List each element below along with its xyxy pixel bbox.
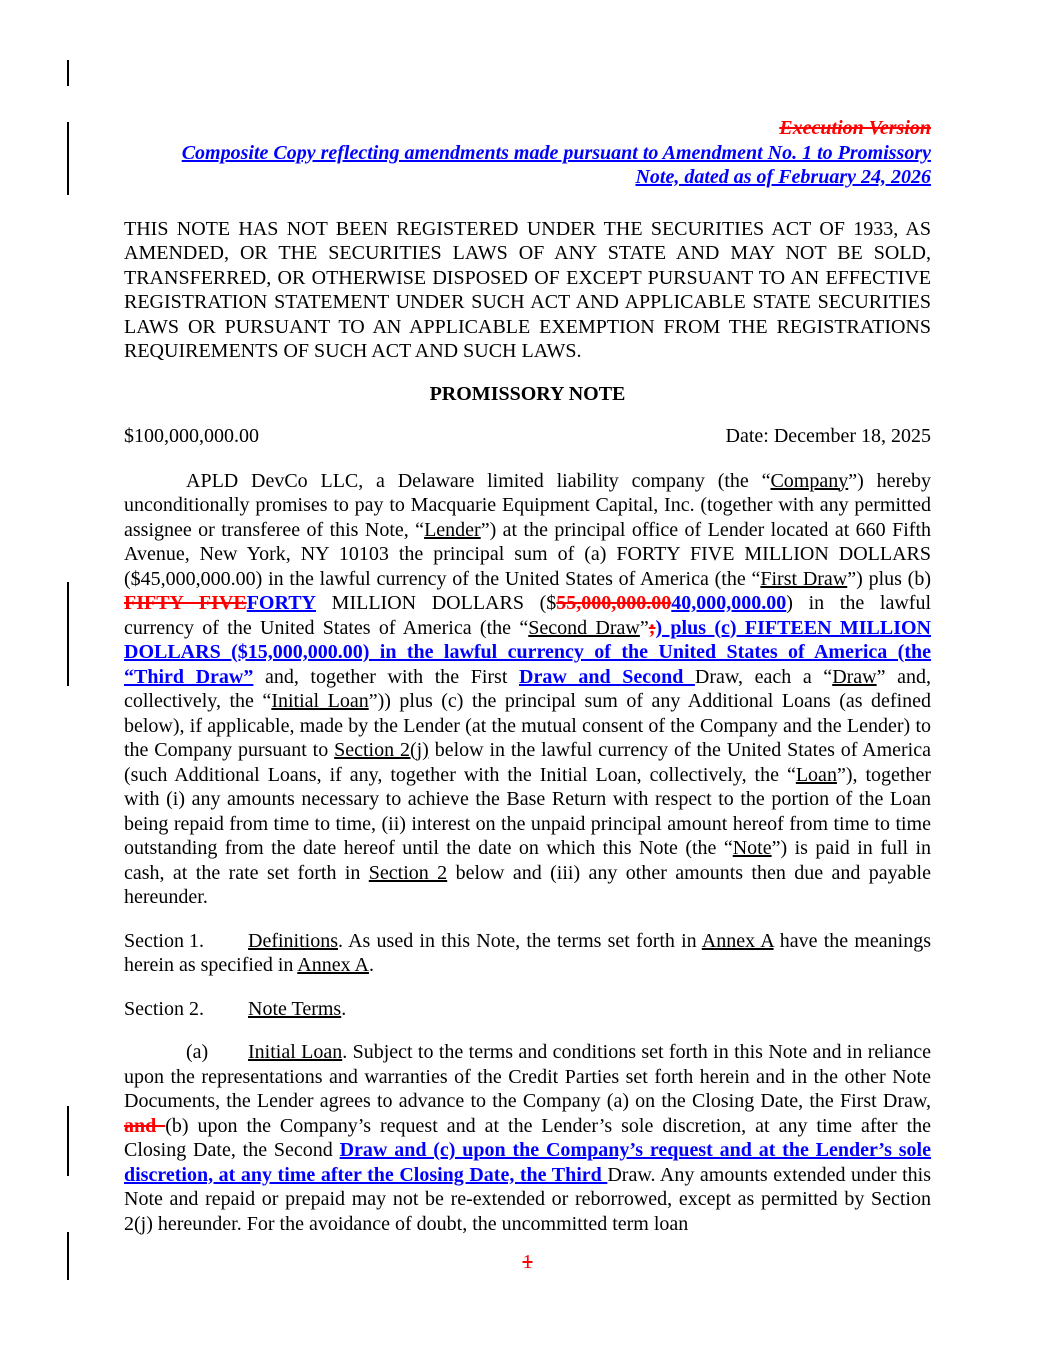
redline-insertion: ) plus (c) FIFTEEN MILLION DOLLARS ($15,000,000.00) in the lawful currency of the United States of America (the “Third Draw” (124, 616, 931, 688)
paragraph-number: Section 2. (124, 997, 204, 1020)
execution-version-label: Execution Version (779, 117, 931, 139)
text-run: . As used in this Note, the terms set forth in (338, 929, 702, 952)
text-run: ” and, collectively, the “ (124, 665, 931, 712)
text-run: MILLION DOLLARS ($ (316, 592, 557, 614)
composite-copy-line-2: Note, dated as of February 24, 2026 (635, 166, 931, 188)
text-run: below and (iii) any other amounts then due and payable hereunder. (124, 861, 931, 908)
change-bar (67, 1106, 69, 1176)
defined-term: Annex A (701, 929, 774, 952)
change-bar (67, 122, 69, 195)
page-number: 1 (522, 1251, 533, 1273)
defined-term: Initial Loan (271, 690, 369, 712)
text-run: Draw, each a “ (694, 665, 833, 688)
text-run: Draw. Any amounts extended under this Note and repaid or prepaid may not be re-extended or reborrowed, except as permitted by Section 2(j) hereunder. For the avoidance of doubt, the uncommitted term loan (124, 1163, 932, 1235)
section-2-heading (124, 997, 931, 1022)
redline-insertion: Draw and (c) upon the Company’s request and at the Lender’s sole discretion, at any time after the Closing Date, the Third (124, 1139, 931, 1186)
redline-deletion: FIFTY FIVE (124, 592, 247, 614)
document-header (124, 116, 931, 190)
defined-term: Lender (424, 518, 481, 541)
amount-date-row (124, 424, 931, 449)
page-footer (0, 1250, 1055, 1275)
principal-amount: $100,000,000.00 (124, 425, 259, 447)
text-run: ”) plus (b) (847, 567, 932, 590)
redline-deletion: ; (648, 616, 656, 639)
defined-term: First Draw (760, 567, 848, 590)
redline-insertion: 40,000,000.00 (671, 592, 787, 614)
text-run: ”), together with (i) any amounts necessary to achieve the Base Return with respect to the portion of the Loan being repaid from time to time, (ii) interest on the unpaid principal amount hereof from time to time outstanding from the date hereof until the date on which this Note (the “ (124, 763, 931, 859)
text-run: . Subject to the terms and conditions set forth in this Note and in reliance upon the representations and warranties of the Credit Parties set forth herein and in the other Note Documents, the Lender agrees to advance to the Company (a) on the Closing Date, the First Draw, (124, 1041, 931, 1112)
defined-term: Section 2 (368, 861, 448, 884)
composite-copy-line-1: Composite Copy reflecting amendments made pursuant to Amendment No. 1 to Promissory (181, 141, 931, 164)
defined-term: Loan (795, 763, 837, 786)
defined-term: Section 2(j) (334, 739, 429, 761)
change-bar (67, 582, 69, 686)
paragraph-number: Section 1. (124, 929, 204, 952)
securities-legend: THIS NOTE HAS NOT BEEN REGISTERED UNDER THE SECURITIES ACT OF 1933, AS AMENDED, OR THE SECURITIES LAWS OF ANY STATE AND MAY NOT BE SOLD, TRANSFERRED, OR OTHERWISE DISPOSED OF EXCEPT PURSUANT TO AN EFFECTIVE REGISTRATION STATEMENT UNDER SUCH ACT AND APPLICABLE STATE SECURITIES LAWS OR PURSUANT TO AN APPLICABLE EXEMPTION FROM THE REGISTRATIONS REQUIREMENTS OF SUCH ACT AND SUCH LAWS. (124, 217, 931, 362)
text-run: APLD DevCo LLC, a Delaware limited liability company (the “ (186, 469, 771, 492)
text-run: ”) is paid in full in cash, at the rate set forth in (124, 837, 932, 884)
redline-insertion: FORTY (246, 592, 316, 614)
text-run: (b) upon the Company’s request and at the Lender’s sole discretion, at any time after the Closing Date, the Second (124, 1114, 931, 1161)
paragraph-number: (a) (186, 1041, 209, 1063)
change-bar (67, 60, 69, 86)
text-run: . (341, 997, 347, 1020)
defined-term: Company (770, 469, 849, 492)
defined-term: Annex A (297, 954, 369, 976)
date-line: Date: December 18, 2025 (725, 425, 931, 447)
redline-insertion: Draw and Second (519, 665, 695, 688)
text-run: below in the lawful currency of the United States of America (such Additional Loans, if any, together with the Initial Loan, collectively, the “ (124, 739, 931, 786)
defined-term: Second Draw (528, 616, 640, 639)
change-bar (67, 1232, 69, 1280)
text-run: ) in the lawful currency of the United States of America (the “ (124, 592, 931, 639)
text-run: ”)) plus (c) the principal sum of any Additional Loans (as defined below), if applicable, made by the Lender (at the mutual consent of the Company and the Lender) to the Company pursuant to (124, 690, 932, 761)
document-content (124, 116, 931, 1255)
defined-term: Note Terms (248, 997, 342, 1020)
section-1-paragraph (124, 929, 931, 978)
text-run: . (368, 954, 374, 976)
initial-loan-paragraph (124, 1040, 931, 1236)
defined-term: Note (732, 837, 772, 859)
defined-term: Definitions (248, 929, 338, 952)
defined-term: Initial Loan (248, 1041, 343, 1063)
text-run: ”) at the principal office of Lender located at 660 Fifth Avenue, New York, NY 10103 the principal sum of (a) FORTY FIVE MILLION DOLLARS ($45,000,000.00) in the lawful currency of the United States of America (the “ (124, 518, 931, 590)
document-title: PROMISSORY NOTE (429, 382, 626, 405)
redline-deletion: 55,000,000.00 (556, 592, 672, 614)
opening-paragraph (124, 469, 931, 910)
defined-term: Draw (832, 665, 877, 688)
text-run: ”) hereby unconditionally promises to pay to Macquarie Equipment Capital, Inc. (together with any permitted assignee or transferee of this Note, “ (124, 469, 931, 541)
text-run: ” (639, 616, 649, 639)
text-run: have the meanings herein as specified in (124, 929, 931, 976)
text-run: and, together with the First (253, 665, 519, 688)
redline-deletion: and (124, 1114, 166, 1137)
